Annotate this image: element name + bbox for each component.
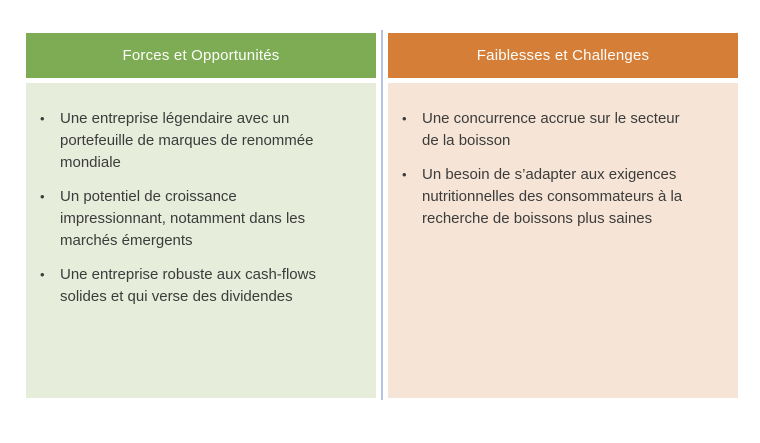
strengths-column-header: Forces et Opportunités (26, 33, 376, 78)
weaknesses-column-header: Faiblesses et Challenges (388, 33, 738, 78)
list-item (26, 108, 334, 174)
bullet-text: Une entreprise légendaire avec un portefeuille de marques de renommée mondiale (60, 110, 314, 171)
list-item (388, 108, 696, 152)
list-item (388, 164, 696, 230)
bullet-dot-icon: • (402, 111, 407, 126)
bullet-dot-icon: • (402, 167, 407, 182)
bullet-dot-icon: • (40, 111, 45, 126)
bullet-text: Une concurrence accrue sur le secteur de la boisson (422, 110, 680, 149)
strengths-column-body (26, 83, 376, 398)
column-divider-line (381, 30, 383, 400)
bullet-dot-icon: • (40, 189, 45, 204)
list-item (26, 264, 334, 308)
list-item (26, 186, 334, 252)
bullet-text: Un besoin de s’adapter aux exigences nutritionnelles des consommateurs à la recherche de boissons plus saines (422, 166, 683, 227)
weaknesses-column-body (388, 83, 738, 398)
bullet-dot-icon: • (40, 267, 45, 282)
bullet-text: Un potentiel de croissance impressionnant, notamment dans les marchés émergents (60, 188, 306, 249)
bullet-text: Une entreprise robuste aux cash-flows solides et qui verse des dividendes (60, 266, 316, 305)
